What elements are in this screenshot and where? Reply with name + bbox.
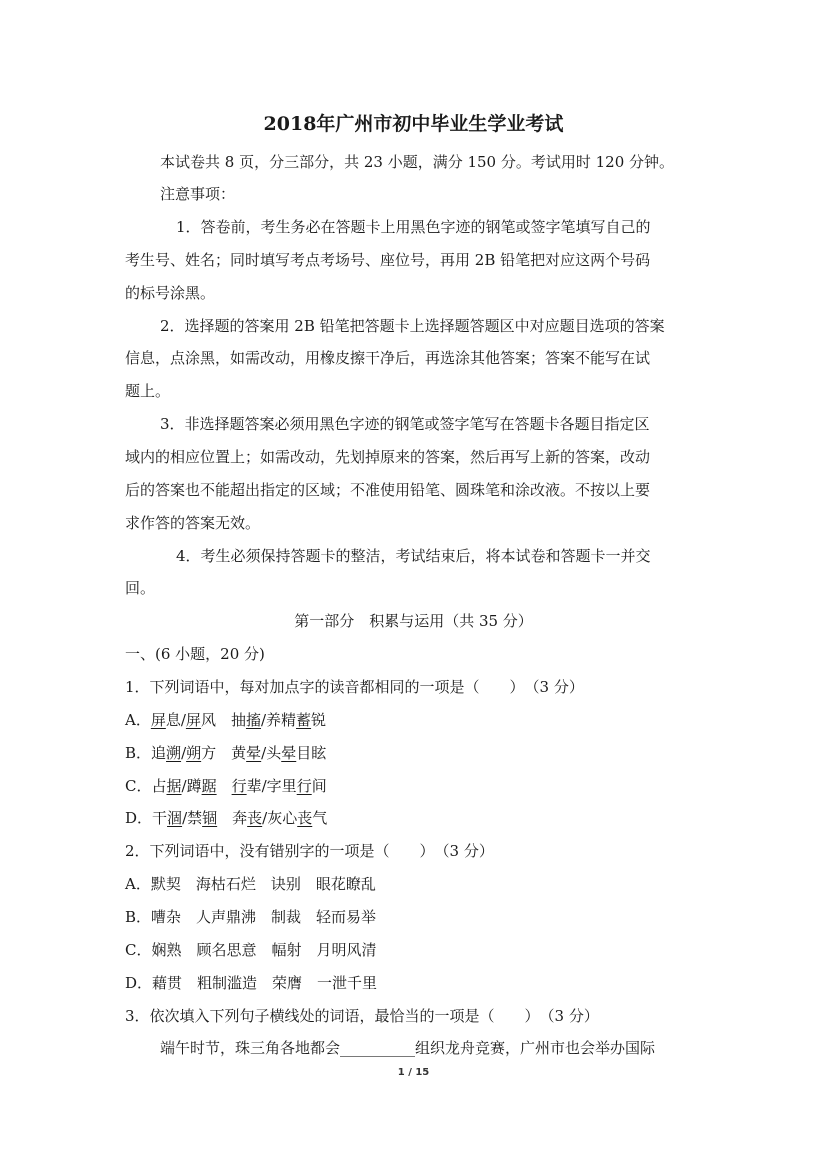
option-text: /灰心 <box>262 809 298 827</box>
option-text: 锐 <box>311 711 327 729</box>
q2-option-c: C．娴熟 顾名思意 幅射 月明风清 <box>125 941 377 959</box>
option-text: /蹲 <box>181 777 202 795</box>
option-label: C． <box>125 777 152 795</box>
question-1: 1．下列词语中，每对加点字的读音都相同的一项是（ ） （3 分） <box>125 678 584 696</box>
option-text: 奔 <box>217 809 248 827</box>
option-text: 干 <box>152 809 168 827</box>
note-1-line-1: 1．答卷前，考生务必在答题卡上用黑色字迹的钢笔或签字笔填写自己的 <box>176 218 651 236</box>
marked-character: 丧 <box>297 809 313 827</box>
marked-character: 蓄 <box>296 711 312 729</box>
marked-character: 溯 <box>166 744 182 762</box>
q1-option-a <box>125 710 326 730</box>
q2-option-b: B．嘈杂 人声鼎沸 制裁 轻而易举 <box>125 908 377 926</box>
marked-character: 晕 <box>246 744 262 762</box>
option-text: 风 抽 <box>200 711 246 729</box>
note-1-line-3: 的标号涂黑。 <box>125 284 216 302</box>
option-text: 占 <box>151 777 167 795</box>
marked-character: 行 <box>296 777 312 795</box>
q1-option-d <box>125 808 327 828</box>
note-1-line-2: 考生号、姓名；同时填写考点考场号、座位号，再用 2B 铅笔把对应这两个号码 <box>125 251 651 269</box>
option-label: B． <box>125 744 152 762</box>
marked-character: 踞 <box>201 777 217 795</box>
q2-option-d: D．藉贯 粗制滥造 荣膺 一泄千里 <box>125 974 378 992</box>
option-text: 辈/字里 <box>246 777 297 795</box>
option-text: /头 <box>261 744 282 762</box>
note-4-line-2: 回。 <box>125 579 156 597</box>
note-3-line-3: 后的答案也不能超出指定的区域；不准使用铅笔、圆珠笔和涂改液。不按以上要 <box>125 481 651 499</box>
option-label: A． <box>125 711 151 729</box>
option-label: D． <box>125 809 153 827</box>
note-3-line-2: 域内的相应位置上；如需改动，先划掉原来的答案，然后再写上新的答案，改动 <box>125 448 651 466</box>
q1-option-c <box>125 776 327 796</box>
question-3: 3．依次填入下列句子横线处的词语，最恰当的一项是（ ） （3 分） <box>125 1007 599 1025</box>
option-text: 气 <box>312 809 328 827</box>
marked-character: 涸 <box>167 809 183 827</box>
note-4-line-1: 4．考生必须保持答题卡的整洁，考试结束后，将本试卷和答题卡一并交 <box>176 547 651 565</box>
option-text: 息/ <box>165 711 186 729</box>
marked-character: 行 <box>231 777 247 795</box>
note-2-line-2: 信息，点涂黑，如需改动，用橡皮擦干净后，再选涂其他答案；答案不能写在试 <box>125 349 651 367</box>
note-2-line-1: 2．选择题的答案用 2B 铅笔把答题卡上选择题答题区中对应题目选项的答案 <box>160 317 665 335</box>
q2-option-a: A．默契 海枯石烂 诀别 眼花瞭乱 <box>125 875 376 893</box>
marked-character: 丧 <box>247 809 263 827</box>
marked-character: 据 <box>166 777 182 795</box>
marked-character: 屏 <box>185 711 201 729</box>
exam-title: 2018年广州市初中毕业生学业考试 <box>263 113 564 135</box>
note-3-line-1: 3．非选择题答案必须用黑色字迹的钢笔或签字笔写在答题卡各题目指定区 <box>160 415 650 433</box>
part-one-title: 第一部分 积累与运用（共 35 分） <box>294 612 533 630</box>
note-3-line-4: 求作答的答案无效。 <box>125 514 261 532</box>
question-2: 2．下列词语中，没有错别字的一项是（ ） （3 分） <box>125 842 494 860</box>
intro-text: 本试卷共 8 页，分三部分，共 23 小题，满分 150 分。考试用时 120 分钟。 <box>160 153 675 171</box>
section-one-heading: 一、(6 小题，20 分) <box>125 645 265 663</box>
option-text: 间 <box>311 777 327 795</box>
marked-character: 锢 <box>202 809 218 827</box>
marked-character: 晕 <box>281 744 297 762</box>
option-text: 目眩 <box>296 744 327 762</box>
marked-character: 屏 <box>150 711 166 729</box>
q1-option-b <box>125 743 326 763</box>
option-text: /禁 <box>182 809 203 827</box>
page-number: 1 / 15 <box>397 1067 430 1078</box>
option-text: 方 黄 <box>201 744 247 762</box>
option-text <box>217 777 232 795</box>
q3-passage: 端午时节，珠三角各地都会__________组织龙舟竞赛，广州市也会举办国际 <box>160 1039 656 1057</box>
option-text: /养精 <box>260 711 297 729</box>
option-text: 追 <box>151 744 167 762</box>
marked-character: 朔 <box>186 744 202 762</box>
option-text: / <box>181 744 187 762</box>
note-2-line-3: 题上。 <box>125 382 171 400</box>
marked-character: 搐 <box>245 711 261 729</box>
notes-heading: 注意事项： <box>160 185 236 203</box>
